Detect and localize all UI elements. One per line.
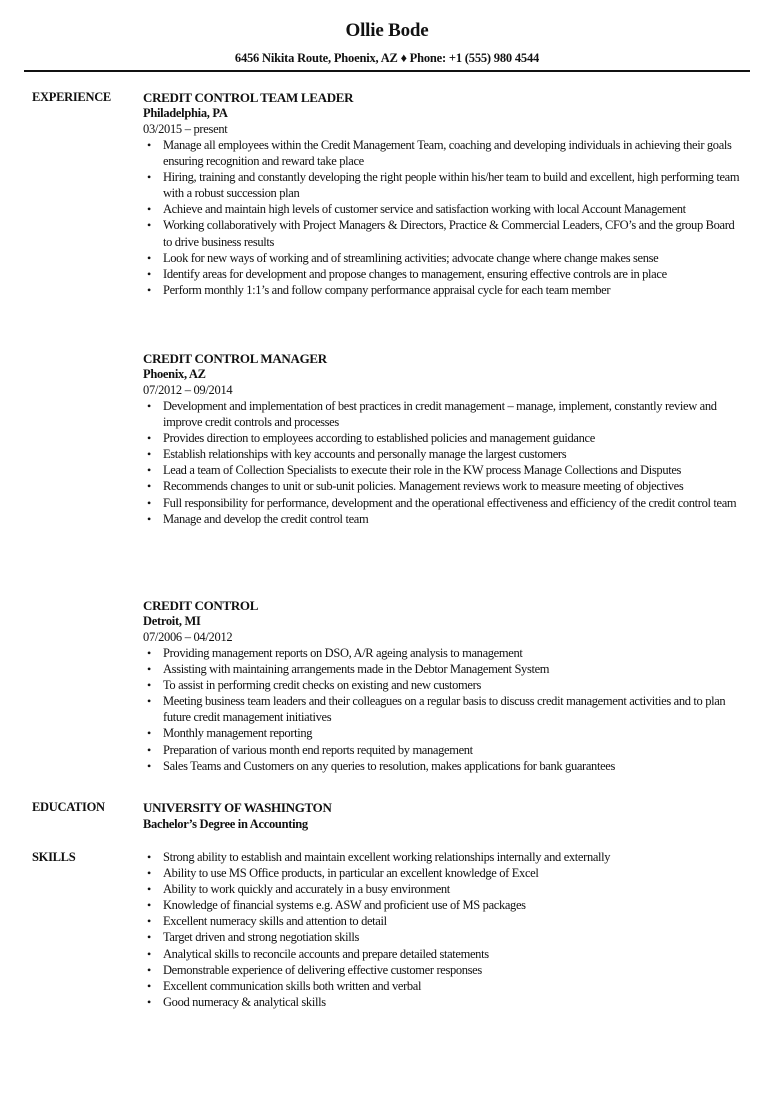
skills-list <box>143 849 743 1010</box>
list-item: • Strong ability to establish and maintain excellent working relationships internally and externally <box>143 849 743 865</box>
list-item: • Identify areas for development and propose changes to management, ensuring effective controls are in place <box>143 266 743 282</box>
list-item: • Preparation of various month end reports requited by management <box>143 742 743 758</box>
job-entry <box>143 350 743 527</box>
job-responsibilities <box>143 398 743 527</box>
job-location: Detroit, MI <box>143 614 201 628</box>
list-item: • Working collaboratively with Project Managers & Directors, Practice & Commercial Leaders, CFO’s and the group Board to drive business results <box>143 217 743 249</box>
list-item: • Providing management reports on DSO, A/R ageing analysis to management <box>143 645 743 661</box>
job-dates: 07/2006 – 04/2012 <box>143 630 233 644</box>
job-location: Philadelphia, PA <box>143 106 228 120</box>
list-item: • Ability to use MS Office products, in particular an excellent knowledge of Excel <box>143 865 743 881</box>
list-item: • Excellent numeracy skills and attention to detail <box>143 913 743 929</box>
degree: Bachelor’s Degree in Accounting <box>143 817 308 831</box>
list-item: • Excellent communication skills both written and verbal <box>143 978 743 994</box>
section-label-education: EDUCATION <box>32 800 105 814</box>
list-item: • Development and implementation of best practices in credit management – manage, implement, constantly review and improve credit controls and processes <box>143 398 743 430</box>
header-divider <box>24 70 750 72</box>
job-entry <box>143 597 743 774</box>
skills-bullets <box>143 849 743 1010</box>
job-title: CREDIT CONTROL MANAGER <box>143 351 327 366</box>
list-item: • Achieve and maintain high levels of customer service and satisfaction working with local Account Management <box>143 201 743 217</box>
list-item: • Hiring, training and constantly developing the right people within his/her team to build and excellent, high performing team with a robust succession plan <box>143 169 743 201</box>
list-item: • Full responsibility for performance, development and the operational effectiveness and efficiency of the credit control team <box>143 495 743 511</box>
job-dates: 03/2015 – present <box>143 122 228 136</box>
list-item: • Manage and develop the credit control team <box>143 511 743 527</box>
list-item: • Target driven and strong negotiation skills <box>143 929 743 945</box>
candidate-name: Ollie Bode <box>345 20 429 41</box>
list-item: • Monthly management reporting <box>143 725 743 741</box>
list-item: • Demonstrable experience of delivering effective customer responses <box>143 962 743 978</box>
job-title: CREDIT CONTROL <box>143 598 259 613</box>
list-item: • Establish relationships with key accounts and personally manage the largest customers <box>143 446 743 462</box>
list-item: • Meeting business team leaders and their colleagues on a regular basis to discuss credit management activities and to plan future credit management initiatives <box>143 693 743 725</box>
list-item: • Lead a team of Collection Specialists to execute their role in the KW process Manage Collections and Disputes <box>143 462 743 478</box>
list-item: • Look for new ways of working and of streamlining activities; advocate change where change makes sense <box>143 250 743 266</box>
job-responsibilities <box>143 137 743 298</box>
list-item: • Ability to work quickly and accurately in a busy environment <box>143 881 743 897</box>
list-item: • Knowledge of financial systems e.g. ASW and proficient use of MS packages <box>143 897 743 913</box>
job-entry <box>143 89 743 298</box>
contact-line: 6456 Nikita Route, Phoenix, AZ ♦ Phone: +1 (555) 980 4544 <box>234 51 540 65</box>
list-item: • Assisting with maintaining arrangements made in the Debtor Management System <box>143 661 743 677</box>
list-item: • Provides direction to employees according to established policies and management guidance <box>143 430 743 446</box>
job-dates: 07/2012 – 09/2014 <box>143 383 233 397</box>
list-item: • Perform monthly 1:1’s and follow company performance appraisal cycle for each team member <box>143 282 743 298</box>
school-name: UNIVERSITY OF WASHINGTON <box>143 800 332 815</box>
list-item: • Analytical skills to reconcile accounts and prepare detailed statements <box>143 946 743 962</box>
job-responsibilities <box>143 645 743 774</box>
list-item: • Sales Teams and Customers on any queries to resolution, makes applications for bank guarantees <box>143 758 743 774</box>
list-item: • Recommends changes to unit or sub-unit policies. Management reviews work to measure meeting of objectives <box>143 478 743 494</box>
list-item: • To assist in performing credit checks on existing and new customers <box>143 677 743 693</box>
list-item: • Good numeracy & analytical skills <box>143 994 743 1010</box>
job-location: Phoenix, AZ <box>143 367 206 381</box>
list-item: • Manage all employees within the Credit Management Team, coaching and developing individuals in achieving their goals ensuring recognition and reward take place <box>143 137 743 169</box>
job-title: CREDIT CONTROL TEAM LEADER <box>143 90 354 105</box>
section-label-skills: SKILLS <box>32 850 76 864</box>
section-label-experience: EXPERIENCE <box>32 90 111 104</box>
education-entry <box>143 799 332 832</box>
